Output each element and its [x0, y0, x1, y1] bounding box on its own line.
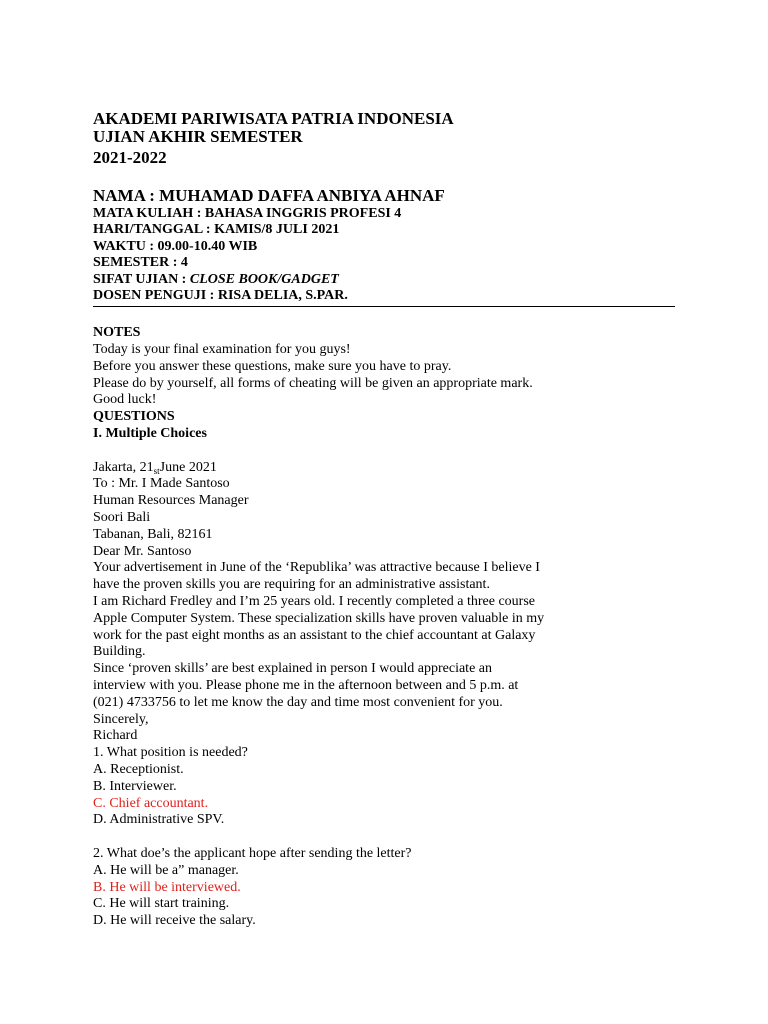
notes-line: Good luck!: [93, 392, 157, 407]
question-2: 2. What doe’s the applicant hope after sending the letter?: [93, 846, 412, 861]
exam-nature-label: SIFAT UJIAN :: [93, 272, 190, 287]
q1-option-a: A. Receptionist.: [93, 762, 184, 777]
question-1: 1. What position is needed?: [93, 745, 248, 760]
institution-title: AKADEMI PARIWISATA PATRIA INDONESIA: [93, 109, 454, 128]
exam-title: UJIAN AKHIR SEMESTER: [93, 127, 303, 146]
q2-option-b-selected: B. He will be interviewed.: [93, 880, 241, 895]
letter-body-line: work for the past eight months as an assistant to the chief accountant at Galaxy: [93, 628, 536, 643]
notes-line: Today is your final examination for you guys!: [93, 342, 351, 357]
letter-address: Tabanan, Bali, 82161: [93, 527, 213, 542]
letter-body-line: interview with you. Please phone me in the afternoon between and 5 p.m. at: [93, 678, 519, 693]
q1-option-c-selected: C. Chief accountant.: [93, 796, 209, 811]
letter-recipient-title: Human Resources Manager: [93, 493, 249, 508]
letter-salutation: Dear Mr. Santoso: [93, 544, 192, 559]
letter-date-ordinal: st: [153, 466, 160, 476]
course-name: MATA KULIAH : BAHASA INGGRIS PROFESI 4: [93, 206, 402, 221]
notes-heading: NOTES: [93, 325, 141, 340]
letter-body-line: have the proven skills you are requiring for an administrative assistant.: [93, 577, 490, 592]
letter-body-line: Building.: [93, 644, 146, 659]
questions-heading: QUESTIONS: [93, 409, 175, 424]
student-name: NAMA : MUHAMAD DAFFA ANBIYA AHNAF: [93, 186, 445, 205]
exam-time: WAKTU : 09.00-10.40 WIB: [93, 239, 258, 254]
exam-date: HARI/TANGGAL : KAMIS/8 JULI 2021: [93, 222, 340, 237]
exam-nature-value: CLOSE BOOK/GADGET: [189, 272, 339, 287]
letter-date-day: Jakarta, 21: [93, 460, 154, 475]
letter-date-rest: June 2021: [159, 460, 217, 475]
exam-nature: [93, 273, 339, 287]
divider: [93, 306, 675, 307]
notes-line: Before you answer these questions, make sure you have to pray.: [93, 359, 452, 374]
letter-body-line: Apple Computer System. These specialization skills have proven valuable in my: [93, 611, 545, 626]
letter-signature: Richard: [93, 728, 138, 743]
letter-body-line: I am Richard Fredley and I’m 25 years old. I recently completed a three course: [93, 594, 535, 609]
notes-line: Please do by yourself, all forms of cheating will be given an appropriate mark.: [93, 376, 533, 391]
semester: SEMESTER : 4: [93, 255, 188, 270]
letter-closing: Sincerely,: [93, 712, 149, 727]
letter-date: [93, 461, 217, 476]
q2-option-d: D. He will receive the salary.: [93, 913, 256, 928]
section-title: I. Multiple Choices: [93, 426, 207, 441]
letter-body-line: (021) 4733756 to let me know the day and time most convenient for you.: [93, 695, 503, 710]
q2-option-c: C. He will start training.: [93, 896, 230, 911]
q1-option-d: D. Administrative SPV.: [93, 812, 225, 827]
q2-option-a: A. He will be a” manager.: [93, 863, 239, 878]
letter-recipient: To : Mr. I Made Santoso: [93, 476, 230, 491]
letter-body-line: Your advertisement in June of the ‘Republika’ was attractive because I believe I: [93, 560, 540, 575]
academic-year: 2021-2022: [93, 148, 167, 167]
examiner: DOSEN PENGUJI : RISA DELIA, S.PAR.: [93, 288, 348, 303]
letter-body-line: Since ‘proven skills’ are best explained in person I would appreciate an: [93, 661, 492, 676]
letter-company: Soori Bali: [93, 510, 151, 525]
q1-option-b: B. Interviewer.: [93, 779, 177, 794]
